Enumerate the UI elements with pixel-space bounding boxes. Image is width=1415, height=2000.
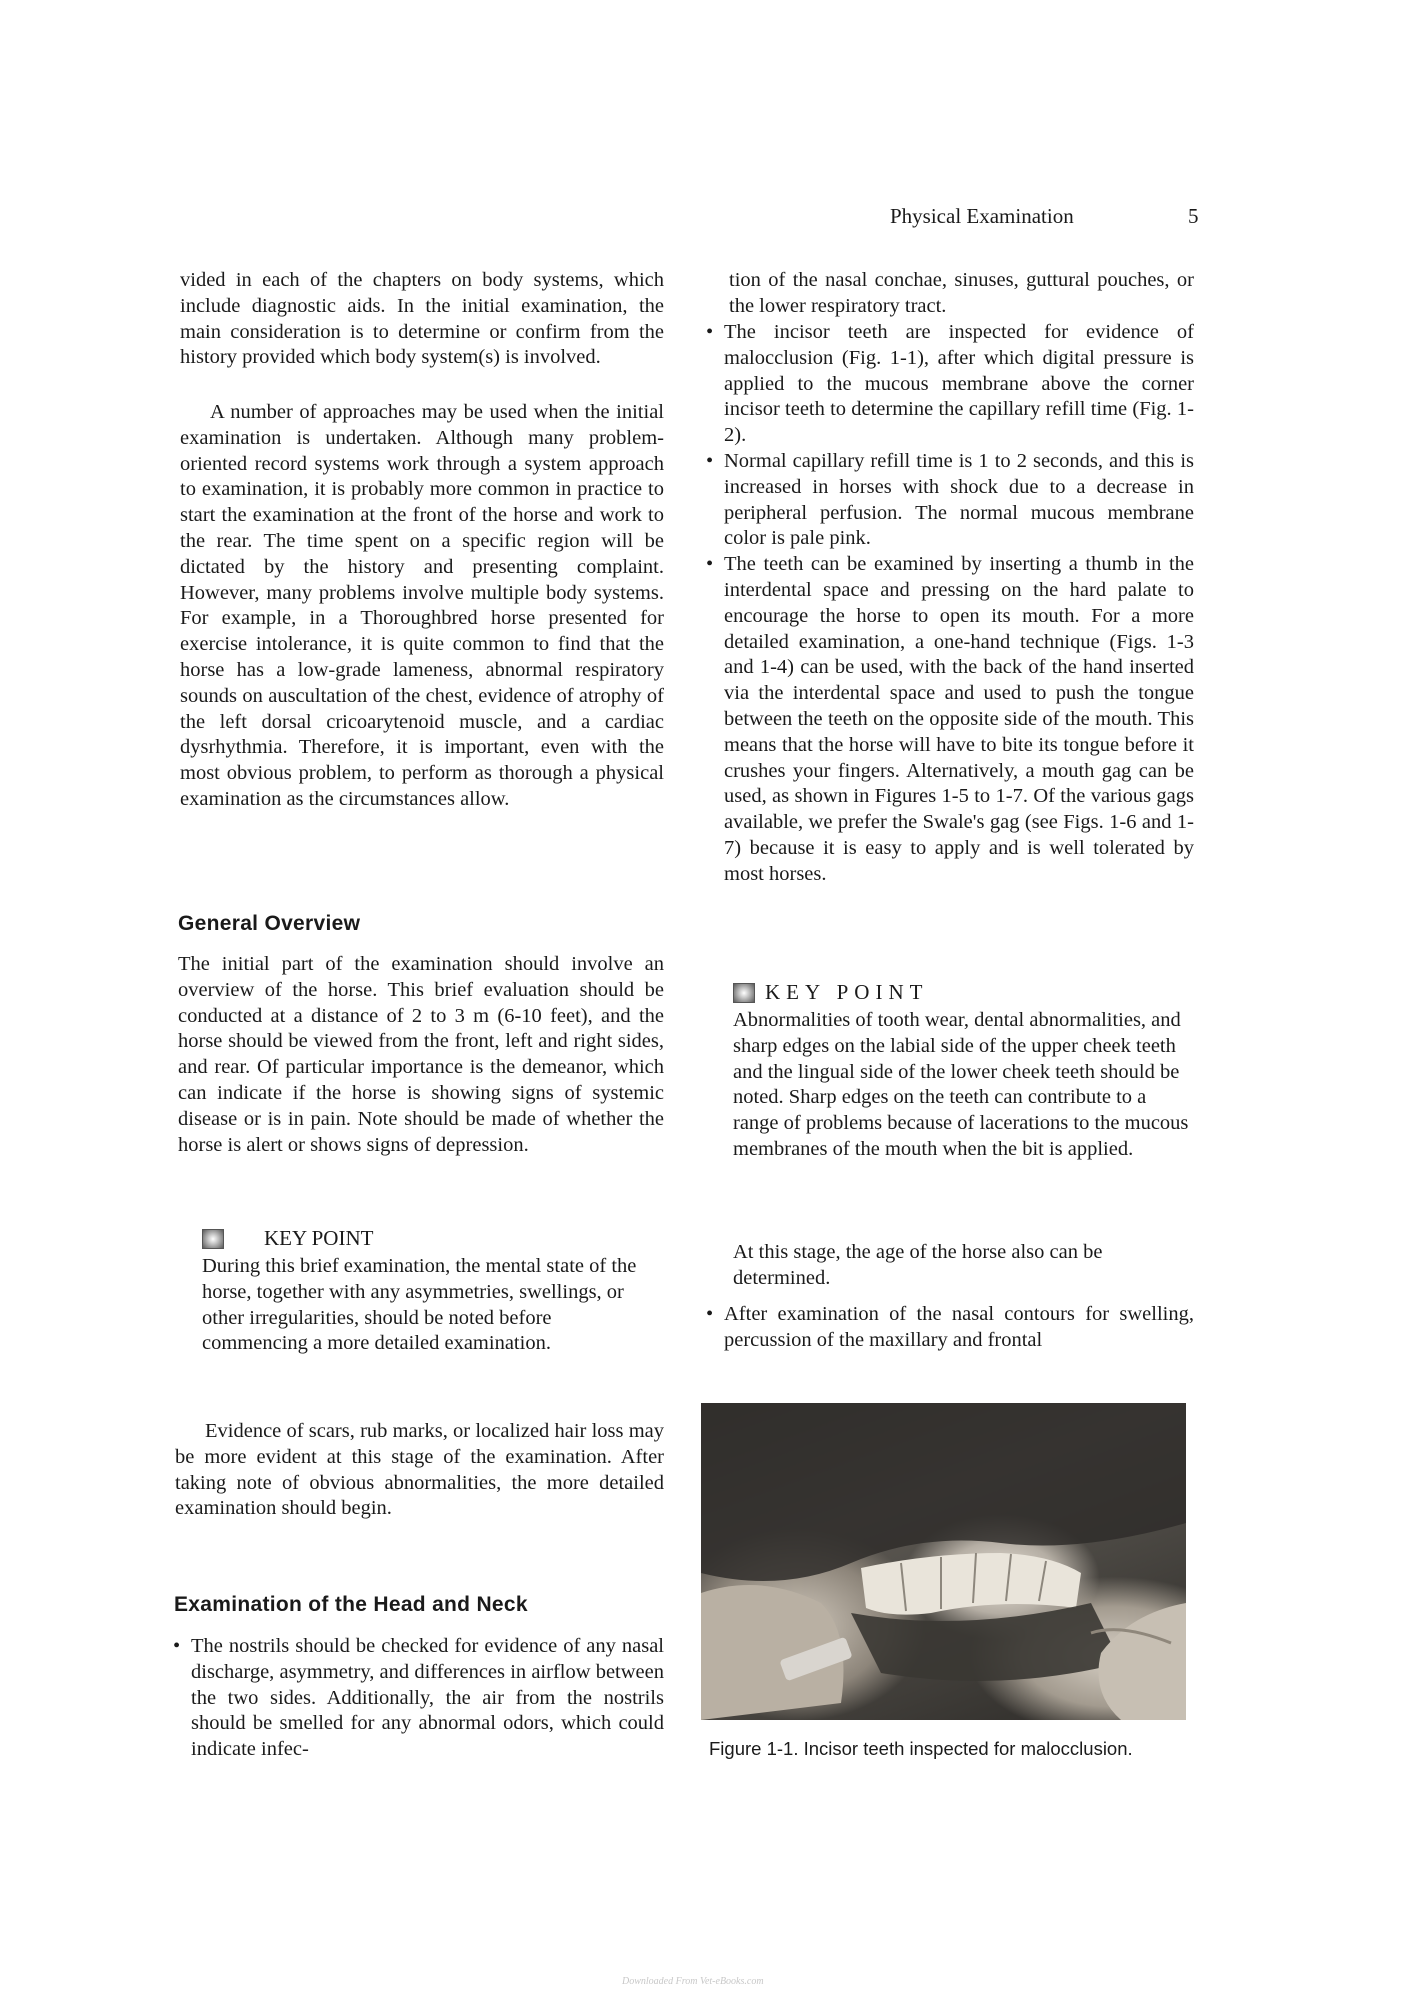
key-point-label-right: KEY POINT — [765, 980, 929, 1004]
key-point-icon — [733, 983, 755, 1003]
footer-watermark: Downloaded From Vet-eBooks.com — [622, 1976, 764, 1987]
left-paragraph-1: vided in each of the chapters on body systems, which include diagnostic aids. In the initial examination, the main consideration is to determine or confirm from the history provided which body system(s) is involved. — [180, 269, 664, 369]
bullet-list-left — [173, 1634, 664, 1763]
bullet-item-nostrils: • The nostrils should be checked for evidence of any nasal discharge, asymmetry, and differences in airflow between the two sides. Additionally, the air from the nostrils should be smelled for any abnormal odors, which could indicate infec- — [173, 1634, 664, 1763]
bullet-item-teeth-exam: • The teeth can be examined by inserting a thumb in the interdental space and pressing on the hard palate to encourage the horse to open its mouth. For a more detailed examination, a one-hand technique (Figs. 1-3 and 1-4) can be used, with the back of the hand inserted via the interdental space and used to push the tongue between the teeth on the opposite side of the mouth. This means that the horse will have to bite its tongue before it crushes your fingers. Alternatively, a mouth gag can be used, as shown in Figures 1-5 to 1-7. Of the various gags available, we prefer the Swale's gag (see Figs. 1-6 and 1-7) because it is easy to apply and is well tolerated by most horses. — [706, 552, 1194, 887]
left-paragraph-4: Evidence of scars, rub marks, or localized hair loss may be more evident at this stage of the examination. After taking note of obvious abnormalities, the more detailed examination should begin. — [175, 1420, 664, 1520]
key-point-icon — [202, 1229, 224, 1249]
key-point-text: During this brief examination, the mental state of the horse, together with any asymmetries, swellings, or other irregularities, should be noted before commencing a more detailed examination. — [202, 1255, 637, 1355]
bullet-list-right-2 — [706, 1302, 1194, 1354]
right-paragraph-1: tion of the nasal conchae, sinuses, guttural pouches, or the lower respiratory tract. — [729, 269, 1194, 317]
bullet-item-nasal-contours: • After examination of the nasal contours for swelling, percussion of the maxillary and frontal — [706, 1302, 1194, 1354]
key-point-box-left — [202, 1226, 664, 1357]
figure-photo-incisor-teeth — [701, 1403, 1186, 1720]
key-point-heading-right — [733, 980, 1195, 1005]
heading-general-overview: General Overview — [178, 912, 361, 935]
heading-head-and-neck: Examination of the Head and Neck — [174, 1593, 528, 1616]
bullet-item-incisors: • The incisor teeth are inspected for evidence of malocclusion (Fig. 1-1), after which digital pressure is applied to the mucous membrane above the corner incisor teeth to determine the capillary refill time (Fig. 1-2). — [706, 320, 1194, 449]
left-paragraph-3: The initial part of the examination should involve an overview of the horse. This brief evaluation should be conducted at a distance of 2 to 3 m (6-10 feet), and the horse should be viewed from the front, left and right sides, and rear. Of particular importance is the demeanor, which can indicate if the horse is showing signs of systemic disease or is in pain. Note should be made of whether the horse is alert or shows signs of depression. — [178, 953, 664, 1156]
bullet-item-capillary-refill: • Normal capillary refill time is 1 to 2 seconds, and this is increased in horses with shock due to a decrease in peripheral perfusion. The normal mucous membrane color is pale pink. — [706, 449, 1194, 552]
key-point-label: KEY POINT — [264, 1226, 374, 1250]
figure-caption: Figure 1-1. Incisor teeth inspected for malocclusion. — [709, 1738, 1133, 1759]
running-header-title: Physical Examination — [890, 204, 1074, 228]
key-point-heading — [202, 1226, 664, 1251]
right-paragraph-2: At this stage, the age of the horse also can be determined. — [733, 1241, 1103, 1289]
page-number: 5 — [1188, 204, 1199, 228]
key-point-text-right: Abnormalities of tooth wear, dental abnormalities, and sharp edges on the labial side of the upper cheek teeth and the lingual side of the lower cheek teeth should be noted. Sharp edges on the teeth can contribute to a range of problems because of lacerations to the mucous membranes of the mouth when the bit is applied. — [733, 1009, 1189, 1160]
left-paragraph-2: A number of approaches may be used when the initial examination is undertaken. Although many problem-oriented record systems work through a system approach to examination, it is probably more common in practice to start the examination at the front of the horse and work to the rear. The time spent on a specific region will be dictated by the history and presenting complaint. However, many problems involve multiple body systems. For example, in a Thoroughbred horse presented for exercise intolerance, it is quite common to find that the horse has a low-grade lameness, abnormal respiratory sounds on auscultation of the chest, evidence of atrophy of the left dorsal cricoarytenoid muscle, and a cardiac dysrhythmia. Therefore, it is important, even with the most obvious problem, to perform as thorough a physical examination as the circumstances allow. — [180, 401, 664, 810]
bullet-list-right — [706, 320, 1194, 888]
key-point-box-right — [733, 980, 1195, 1163]
photo-illustration — [701, 1403, 1186, 1720]
